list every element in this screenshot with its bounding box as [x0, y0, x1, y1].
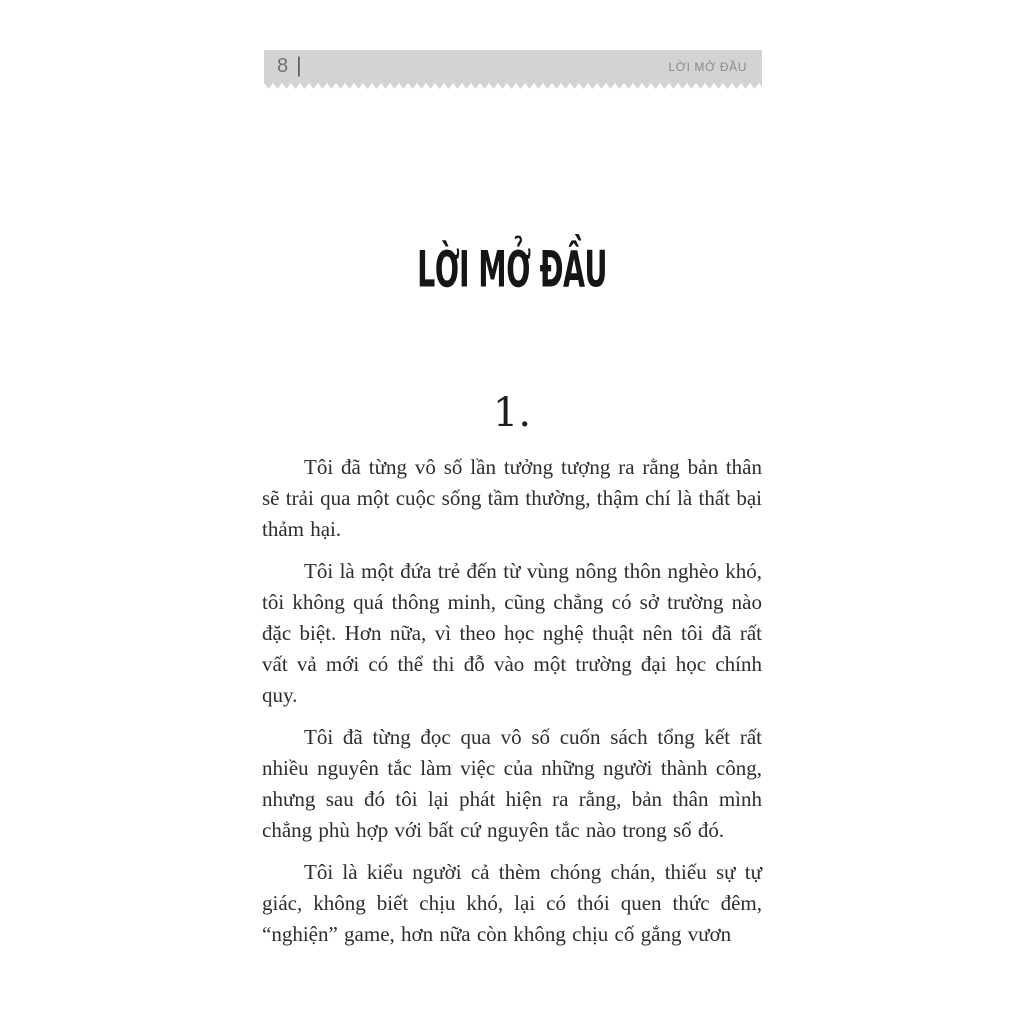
paragraph: Tôi là một đứa trẻ đến từ vùng nông thôn nghèo khó, tôi không quá thông minh, cũng chẳng có sở trường nào đặc biệt. Hơn nữa, vì theo học nghệ thuật nên tôi đã rất vất vả mới có thể thi đỗ vào một trường đại học chính quy.: [262, 559, 762, 707]
paragraph: Tôi đã từng đọc qua vô số cuốn sách tổng kết rất nhiều nguyên tắc làm việc của những người thành công, nhưng sau đó tôi lại phát hiện ra rằng, bản thân mình chẳng phù hợp với bất cứ nguyên tắc nào trong số đó.: [262, 725, 762, 842]
section-number: 1.: [492, 390, 532, 436]
page-number-value: 8: [277, 55, 290, 77]
paragraph: Tôi đã từng vô số lần tưởng tượng ra rằng bản thân sẽ trải qua một cuộc sống tầm thường, thậm chí là thất bại thảm hại.: [262, 455, 762, 541]
torn-edge-decoration: [264, 83, 762, 89]
page-number: [277, 55, 303, 79]
paragraph: Tôi là kiểu người cả thèm chóng chán, thiếu sự tự giác, không biết chịu khó, lại có thói quen thức đêm, “nghiện” game, hơn nữa còn không chịu cố gắng vươn: [262, 860, 762, 946]
page-number-divider: |: [296, 53, 303, 77]
running-header-bar: [264, 50, 762, 83]
chapter-title: [0, 240, 1024, 310]
running-title: LỜI MỞ ĐẦU: [668, 59, 747, 74]
chapter-title-text: LỜI MỞ ĐẦU: [417, 239, 607, 299]
body-text: [262, 452, 762, 961]
